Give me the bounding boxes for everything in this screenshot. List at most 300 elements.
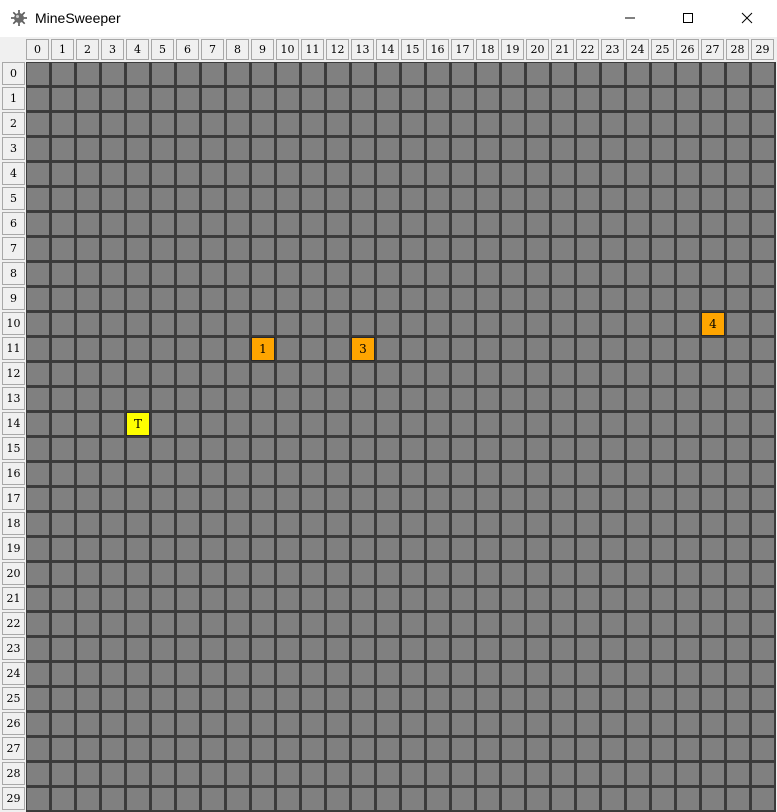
hidden-cell[interactable] bbox=[226, 487, 250, 511]
hidden-cell[interactable] bbox=[226, 662, 250, 686]
hidden-cell[interactable] bbox=[626, 537, 650, 561]
hidden-cell[interactable] bbox=[451, 712, 475, 736]
hidden-cell[interactable] bbox=[526, 437, 550, 461]
hidden-cell[interactable] bbox=[726, 62, 750, 86]
hidden-cell[interactable] bbox=[601, 387, 625, 411]
hidden-cell[interactable] bbox=[201, 587, 225, 611]
hidden-cell[interactable] bbox=[576, 587, 600, 611]
hidden-cell[interactable] bbox=[401, 512, 425, 536]
hidden-cell[interactable] bbox=[576, 737, 600, 761]
hidden-cell[interactable] bbox=[326, 387, 350, 411]
hidden-cell[interactable] bbox=[551, 87, 575, 111]
hidden-cell[interactable] bbox=[726, 462, 750, 486]
hidden-cell[interactable] bbox=[651, 87, 675, 111]
hidden-cell[interactable] bbox=[751, 662, 775, 686]
hidden-cell[interactable] bbox=[226, 287, 250, 311]
hidden-cell[interactable] bbox=[476, 387, 500, 411]
hidden-cell[interactable] bbox=[226, 262, 250, 286]
hidden-cell[interactable] bbox=[301, 262, 325, 286]
hidden-cell[interactable] bbox=[426, 87, 450, 111]
hidden-cell[interactable] bbox=[101, 137, 125, 161]
hidden-cell[interactable] bbox=[451, 437, 475, 461]
hidden-cell[interactable] bbox=[76, 362, 100, 386]
hidden-cell[interactable] bbox=[676, 687, 700, 711]
hidden-cell[interactable] bbox=[401, 762, 425, 786]
hidden-cell[interactable] bbox=[701, 612, 725, 636]
hidden-cell[interactable] bbox=[451, 387, 475, 411]
hidden-cell[interactable] bbox=[326, 562, 350, 586]
hidden-cell[interactable] bbox=[601, 562, 625, 586]
hidden-cell[interactable] bbox=[301, 62, 325, 86]
hidden-cell[interactable] bbox=[101, 112, 125, 136]
hidden-cell[interactable] bbox=[676, 162, 700, 186]
hidden-cell[interactable] bbox=[376, 62, 400, 86]
hidden-cell[interactable] bbox=[426, 362, 450, 386]
hidden-cell[interactable] bbox=[226, 137, 250, 161]
hidden-cell[interactable] bbox=[501, 412, 525, 436]
hidden-cell[interactable] bbox=[26, 712, 50, 736]
hidden-cell[interactable] bbox=[476, 462, 500, 486]
hidden-cell[interactable] bbox=[676, 362, 700, 386]
hidden-cell[interactable] bbox=[226, 187, 250, 211]
hidden-cell[interactable] bbox=[376, 162, 400, 186]
hidden-cell[interactable] bbox=[676, 262, 700, 286]
hidden-cell[interactable] bbox=[176, 662, 200, 686]
hidden-cell[interactable] bbox=[751, 162, 775, 186]
hidden-cell[interactable] bbox=[601, 637, 625, 661]
hidden-cell[interactable] bbox=[726, 287, 750, 311]
hidden-cell[interactable] bbox=[26, 737, 50, 761]
hidden-cell[interactable] bbox=[476, 112, 500, 136]
hidden-cell[interactable] bbox=[126, 112, 150, 136]
hidden-cell[interactable] bbox=[151, 712, 175, 736]
hidden-cell[interactable] bbox=[701, 437, 725, 461]
hidden-cell[interactable] bbox=[701, 687, 725, 711]
hidden-cell[interactable] bbox=[201, 637, 225, 661]
hidden-cell[interactable] bbox=[151, 487, 175, 511]
hidden-cell[interactable] bbox=[226, 212, 250, 236]
hidden-cell[interactable] bbox=[76, 287, 100, 311]
hidden-cell[interactable] bbox=[151, 262, 175, 286]
hidden-cell[interactable] bbox=[251, 587, 275, 611]
hidden-cell[interactable] bbox=[526, 612, 550, 636]
hidden-cell[interactable] bbox=[101, 612, 125, 636]
hidden-cell[interactable] bbox=[426, 637, 450, 661]
hidden-cell[interactable] bbox=[201, 612, 225, 636]
hidden-cell[interactable] bbox=[351, 287, 375, 311]
hidden-cell[interactable] bbox=[351, 137, 375, 161]
hidden-cell[interactable] bbox=[176, 587, 200, 611]
hidden-cell[interactable] bbox=[576, 712, 600, 736]
hidden-cell[interactable] bbox=[376, 362, 400, 386]
hidden-cell[interactable] bbox=[601, 287, 625, 311]
hidden-cell[interactable] bbox=[51, 612, 75, 636]
hidden-cell[interactable] bbox=[151, 187, 175, 211]
hidden-cell[interactable] bbox=[576, 62, 600, 86]
hidden-cell[interactable] bbox=[751, 637, 775, 661]
hidden-cell[interactable] bbox=[626, 687, 650, 711]
hidden-cell[interactable] bbox=[401, 162, 425, 186]
hidden-cell[interactable] bbox=[601, 787, 625, 811]
hidden-cell[interactable] bbox=[326, 437, 350, 461]
hidden-cell[interactable] bbox=[476, 612, 500, 636]
hidden-cell[interactable] bbox=[426, 662, 450, 686]
hidden-cell[interactable] bbox=[151, 362, 175, 386]
hidden-cell[interactable] bbox=[176, 512, 200, 536]
hidden-cell[interactable] bbox=[401, 62, 425, 86]
hidden-cell[interactable] bbox=[251, 487, 275, 511]
hidden-cell[interactable] bbox=[151, 662, 175, 686]
hidden-cell[interactable] bbox=[451, 112, 475, 136]
hidden-cell[interactable] bbox=[476, 762, 500, 786]
hidden-cell[interactable] bbox=[626, 762, 650, 786]
hidden-cell[interactable] bbox=[476, 137, 500, 161]
hidden-cell[interactable] bbox=[101, 762, 125, 786]
hidden-cell[interactable] bbox=[526, 287, 550, 311]
hidden-cell[interactable] bbox=[501, 237, 525, 261]
hidden-cell[interactable] bbox=[576, 212, 600, 236]
hidden-cell[interactable] bbox=[376, 212, 400, 236]
hidden-cell[interactable] bbox=[676, 137, 700, 161]
hidden-cell[interactable] bbox=[551, 212, 575, 236]
hidden-cell[interactable] bbox=[476, 587, 500, 611]
hidden-cell[interactable] bbox=[351, 437, 375, 461]
hidden-cell[interactable] bbox=[126, 612, 150, 636]
hidden-cell[interactable] bbox=[676, 437, 700, 461]
hidden-cell[interactable] bbox=[101, 562, 125, 586]
hidden-cell[interactable] bbox=[26, 312, 50, 336]
hidden-cell[interactable] bbox=[101, 712, 125, 736]
hidden-cell[interactable] bbox=[526, 762, 550, 786]
hidden-cell[interactable] bbox=[701, 462, 725, 486]
hidden-cell[interactable] bbox=[326, 187, 350, 211]
hidden-cell[interactable] bbox=[251, 162, 275, 186]
hidden-cell[interactable] bbox=[576, 412, 600, 436]
hidden-cell[interactable] bbox=[51, 262, 75, 286]
hidden-cell[interactable] bbox=[701, 712, 725, 736]
hidden-cell[interactable] bbox=[426, 162, 450, 186]
hidden-cell[interactable] bbox=[51, 787, 75, 811]
hidden-cell[interactable] bbox=[626, 112, 650, 136]
hidden-cell[interactable] bbox=[701, 387, 725, 411]
hidden-cell[interactable] bbox=[301, 162, 325, 186]
hidden-cell[interactable] bbox=[76, 387, 100, 411]
hidden-cell[interactable] bbox=[726, 162, 750, 186]
hidden-cell[interactable] bbox=[451, 87, 475, 111]
hidden-cell[interactable] bbox=[651, 387, 675, 411]
hidden-cell[interactable] bbox=[451, 762, 475, 786]
hidden-cell[interactable] bbox=[501, 387, 525, 411]
hidden-cell[interactable] bbox=[226, 337, 250, 361]
hidden-cell[interactable] bbox=[451, 337, 475, 361]
hidden-cell[interactable] bbox=[376, 587, 400, 611]
hidden-cell[interactable] bbox=[301, 787, 325, 811]
hidden-cell[interactable] bbox=[301, 612, 325, 636]
hidden-cell[interactable] bbox=[51, 712, 75, 736]
hidden-cell[interactable] bbox=[426, 537, 450, 561]
hidden-cell[interactable] bbox=[551, 262, 575, 286]
hidden-cell[interactable] bbox=[751, 612, 775, 636]
hidden-cell[interactable] bbox=[501, 362, 525, 386]
hidden-cell[interactable] bbox=[701, 212, 725, 236]
hidden-cell[interactable] bbox=[376, 262, 400, 286]
hidden-cell[interactable] bbox=[651, 212, 675, 236]
hidden-cell[interactable] bbox=[26, 362, 50, 386]
hidden-cell[interactable] bbox=[701, 512, 725, 536]
hidden-cell[interactable] bbox=[451, 587, 475, 611]
hidden-cell[interactable] bbox=[176, 312, 200, 336]
hidden-cell[interactable] bbox=[401, 662, 425, 686]
hidden-cell[interactable] bbox=[576, 337, 600, 361]
hidden-cell[interactable] bbox=[701, 637, 725, 661]
hidden-cell[interactable] bbox=[176, 162, 200, 186]
hidden-cell[interactable] bbox=[201, 737, 225, 761]
hidden-cell[interactable] bbox=[51, 537, 75, 561]
hidden-cell[interactable] bbox=[551, 712, 575, 736]
hidden-cell[interactable] bbox=[101, 62, 125, 86]
hidden-cell[interactable] bbox=[751, 187, 775, 211]
hidden-cell[interactable] bbox=[151, 462, 175, 486]
hidden-cell[interactable] bbox=[651, 362, 675, 386]
hidden-cell[interactable] bbox=[326, 512, 350, 536]
hidden-cell[interactable] bbox=[551, 512, 575, 536]
hidden-cell[interactable] bbox=[501, 287, 525, 311]
hidden-cell[interactable] bbox=[651, 62, 675, 86]
hidden-cell[interactable] bbox=[551, 662, 575, 686]
hidden-cell[interactable] bbox=[201, 262, 225, 286]
hidden-cell[interactable] bbox=[276, 187, 300, 211]
hidden-cell[interactable] bbox=[626, 737, 650, 761]
hidden-cell[interactable] bbox=[426, 587, 450, 611]
hidden-cell[interactable] bbox=[276, 387, 300, 411]
hidden-cell[interactable] bbox=[551, 537, 575, 561]
revealed-cell[interactable]: 1 bbox=[251, 337, 275, 361]
hidden-cell[interactable] bbox=[401, 212, 425, 236]
hidden-cell[interactable] bbox=[651, 437, 675, 461]
hidden-cell[interactable] bbox=[501, 62, 525, 86]
hidden-cell[interactable] bbox=[301, 437, 325, 461]
hidden-cell[interactable] bbox=[526, 637, 550, 661]
hidden-cell[interactable] bbox=[151, 387, 175, 411]
hidden-cell[interactable] bbox=[26, 62, 50, 86]
hidden-cell[interactable] bbox=[301, 737, 325, 761]
hidden-cell[interactable] bbox=[701, 562, 725, 586]
hidden-cell[interactable] bbox=[376, 137, 400, 161]
hidden-cell[interactable] bbox=[276, 287, 300, 311]
hidden-cell[interactable] bbox=[726, 212, 750, 236]
hidden-cell[interactable] bbox=[676, 62, 700, 86]
hidden-cell[interactable] bbox=[576, 187, 600, 211]
hidden-cell[interactable] bbox=[101, 212, 125, 236]
hidden-cell[interactable] bbox=[226, 637, 250, 661]
hidden-cell[interactable] bbox=[151, 312, 175, 336]
hidden-cell[interactable] bbox=[476, 487, 500, 511]
hidden-cell[interactable] bbox=[476, 712, 500, 736]
revealed-cell[interactable]: 4 bbox=[701, 312, 725, 336]
hidden-cell[interactable] bbox=[276, 362, 300, 386]
hidden-cell[interactable] bbox=[401, 537, 425, 561]
hidden-cell[interactable] bbox=[76, 187, 100, 211]
hidden-cell[interactable] bbox=[301, 462, 325, 486]
hidden-cell[interactable] bbox=[601, 187, 625, 211]
hidden-cell[interactable] bbox=[551, 587, 575, 611]
hidden-cell[interactable] bbox=[726, 337, 750, 361]
hidden-cell[interactable] bbox=[301, 187, 325, 211]
hidden-cell[interactable] bbox=[376, 312, 400, 336]
hidden-cell[interactable] bbox=[651, 612, 675, 636]
hidden-cell[interactable] bbox=[76, 212, 100, 236]
hidden-cell[interactable] bbox=[751, 137, 775, 161]
hidden-cell[interactable] bbox=[351, 637, 375, 661]
hidden-cell[interactable] bbox=[251, 237, 275, 261]
hidden-cell[interactable] bbox=[276, 512, 300, 536]
hidden-cell[interactable] bbox=[676, 737, 700, 761]
hidden-cell[interactable] bbox=[26, 537, 50, 561]
hidden-cell[interactable] bbox=[26, 87, 50, 111]
hidden-cell[interactable] bbox=[601, 612, 625, 636]
hidden-cell[interactable] bbox=[76, 762, 100, 786]
hidden-cell[interactable] bbox=[401, 612, 425, 636]
hidden-cell[interactable] bbox=[126, 237, 150, 261]
hidden-cell[interactable] bbox=[201, 562, 225, 586]
hidden-cell[interactable] bbox=[226, 512, 250, 536]
hidden-cell[interactable] bbox=[651, 562, 675, 586]
hidden-cell[interactable] bbox=[326, 337, 350, 361]
hidden-cell[interactable] bbox=[576, 687, 600, 711]
hidden-cell[interactable] bbox=[551, 637, 575, 661]
hidden-cell[interactable] bbox=[76, 662, 100, 686]
hidden-cell[interactable] bbox=[726, 662, 750, 686]
hidden-cell[interactable] bbox=[626, 337, 650, 361]
hidden-cell[interactable] bbox=[626, 487, 650, 511]
hidden-cell[interactable] bbox=[451, 287, 475, 311]
hidden-cell[interactable] bbox=[526, 212, 550, 236]
hidden-cell[interactable] bbox=[176, 337, 200, 361]
hidden-cell[interactable] bbox=[51, 212, 75, 236]
hidden-cell[interactable] bbox=[451, 562, 475, 586]
hidden-cell[interactable] bbox=[251, 787, 275, 811]
hidden-cell[interactable] bbox=[326, 137, 350, 161]
hidden-cell[interactable] bbox=[751, 387, 775, 411]
hidden-cell[interactable] bbox=[651, 712, 675, 736]
hidden-cell[interactable] bbox=[101, 412, 125, 436]
hidden-cell[interactable] bbox=[351, 187, 375, 211]
hidden-cell[interactable] bbox=[476, 637, 500, 661]
hidden-cell[interactable] bbox=[626, 162, 650, 186]
hidden-cell[interactable] bbox=[751, 287, 775, 311]
hidden-cell[interactable] bbox=[51, 737, 75, 761]
hidden-cell[interactable] bbox=[126, 737, 150, 761]
hidden-cell[interactable] bbox=[251, 637, 275, 661]
hidden-cell[interactable] bbox=[301, 712, 325, 736]
hidden-cell[interactable] bbox=[426, 287, 450, 311]
hidden-cell[interactable] bbox=[26, 387, 50, 411]
hidden-cell[interactable] bbox=[501, 312, 525, 336]
hidden-cell[interactable] bbox=[76, 737, 100, 761]
hidden-cell[interactable] bbox=[551, 762, 575, 786]
hidden-cell[interactable] bbox=[351, 312, 375, 336]
hidden-cell[interactable] bbox=[426, 412, 450, 436]
hidden-cell[interactable] bbox=[501, 737, 525, 761]
hidden-cell[interactable] bbox=[326, 662, 350, 686]
hidden-cell[interactable] bbox=[451, 512, 475, 536]
hidden-cell[interactable] bbox=[551, 62, 575, 86]
hidden-cell[interactable] bbox=[76, 437, 100, 461]
hidden-cell[interactable] bbox=[326, 612, 350, 636]
hidden-cell[interactable] bbox=[51, 387, 75, 411]
hidden-cell[interactable] bbox=[726, 437, 750, 461]
hidden-cell[interactable] bbox=[651, 687, 675, 711]
hidden-cell[interactable] bbox=[751, 687, 775, 711]
hidden-cell[interactable] bbox=[376, 337, 400, 361]
hidden-cell[interactable] bbox=[176, 687, 200, 711]
hidden-cell[interactable] bbox=[351, 737, 375, 761]
hidden-cell[interactable] bbox=[551, 237, 575, 261]
hidden-cell[interactable] bbox=[301, 687, 325, 711]
hidden-cell[interactable] bbox=[601, 237, 625, 261]
hidden-cell[interactable] bbox=[126, 512, 150, 536]
hidden-cell[interactable] bbox=[276, 62, 300, 86]
hidden-cell[interactable] bbox=[76, 162, 100, 186]
hidden-cell[interactable] bbox=[626, 362, 650, 386]
hidden-cell[interactable] bbox=[601, 762, 625, 786]
hidden-cell[interactable] bbox=[576, 162, 600, 186]
hidden-cell[interactable] bbox=[176, 487, 200, 511]
hidden-cell[interactable] bbox=[276, 637, 300, 661]
hidden-cell[interactable] bbox=[301, 487, 325, 511]
hidden-cell[interactable] bbox=[101, 337, 125, 361]
hidden-cell[interactable] bbox=[701, 287, 725, 311]
hidden-cell[interactable] bbox=[376, 737, 400, 761]
hidden-cell[interactable] bbox=[426, 262, 450, 286]
hidden-cell[interactable] bbox=[751, 312, 775, 336]
hidden-cell[interactable] bbox=[376, 562, 400, 586]
hidden-cell[interactable] bbox=[176, 537, 200, 561]
hidden-cell[interactable] bbox=[226, 562, 250, 586]
hidden-cell[interactable] bbox=[376, 287, 400, 311]
hidden-cell[interactable] bbox=[176, 787, 200, 811]
hidden-cell[interactable] bbox=[751, 562, 775, 586]
hidden-cell[interactable] bbox=[51, 637, 75, 661]
hidden-cell[interactable] bbox=[476, 687, 500, 711]
hidden-cell[interactable] bbox=[651, 462, 675, 486]
hidden-cell[interactable] bbox=[26, 187, 50, 211]
hidden-cell[interactable] bbox=[426, 437, 450, 461]
hidden-cell[interactable] bbox=[376, 787, 400, 811]
hidden-cell[interactable] bbox=[251, 662, 275, 686]
hidden-cell[interactable] bbox=[601, 312, 625, 336]
hidden-cell[interactable] bbox=[101, 462, 125, 486]
hidden-cell[interactable] bbox=[101, 787, 125, 811]
hidden-cell[interactable] bbox=[101, 687, 125, 711]
hidden-cell[interactable] bbox=[501, 187, 525, 211]
hidden-cell[interactable] bbox=[251, 612, 275, 636]
hidden-cell[interactable] bbox=[401, 437, 425, 461]
hidden-cell[interactable] bbox=[326, 687, 350, 711]
hidden-cell[interactable] bbox=[726, 237, 750, 261]
hidden-cell[interactable] bbox=[476, 562, 500, 586]
hidden-cell[interactable] bbox=[101, 287, 125, 311]
hidden-cell[interactable] bbox=[226, 537, 250, 561]
hidden-cell[interactable] bbox=[701, 237, 725, 261]
hidden-cell[interactable] bbox=[651, 412, 675, 436]
hidden-cell[interactable] bbox=[251, 562, 275, 586]
hidden-cell[interactable] bbox=[626, 637, 650, 661]
hidden-cell[interactable] bbox=[126, 287, 150, 311]
hidden-cell[interactable] bbox=[576, 387, 600, 411]
hidden-cell[interactable] bbox=[451, 787, 475, 811]
hidden-cell[interactable] bbox=[276, 487, 300, 511]
